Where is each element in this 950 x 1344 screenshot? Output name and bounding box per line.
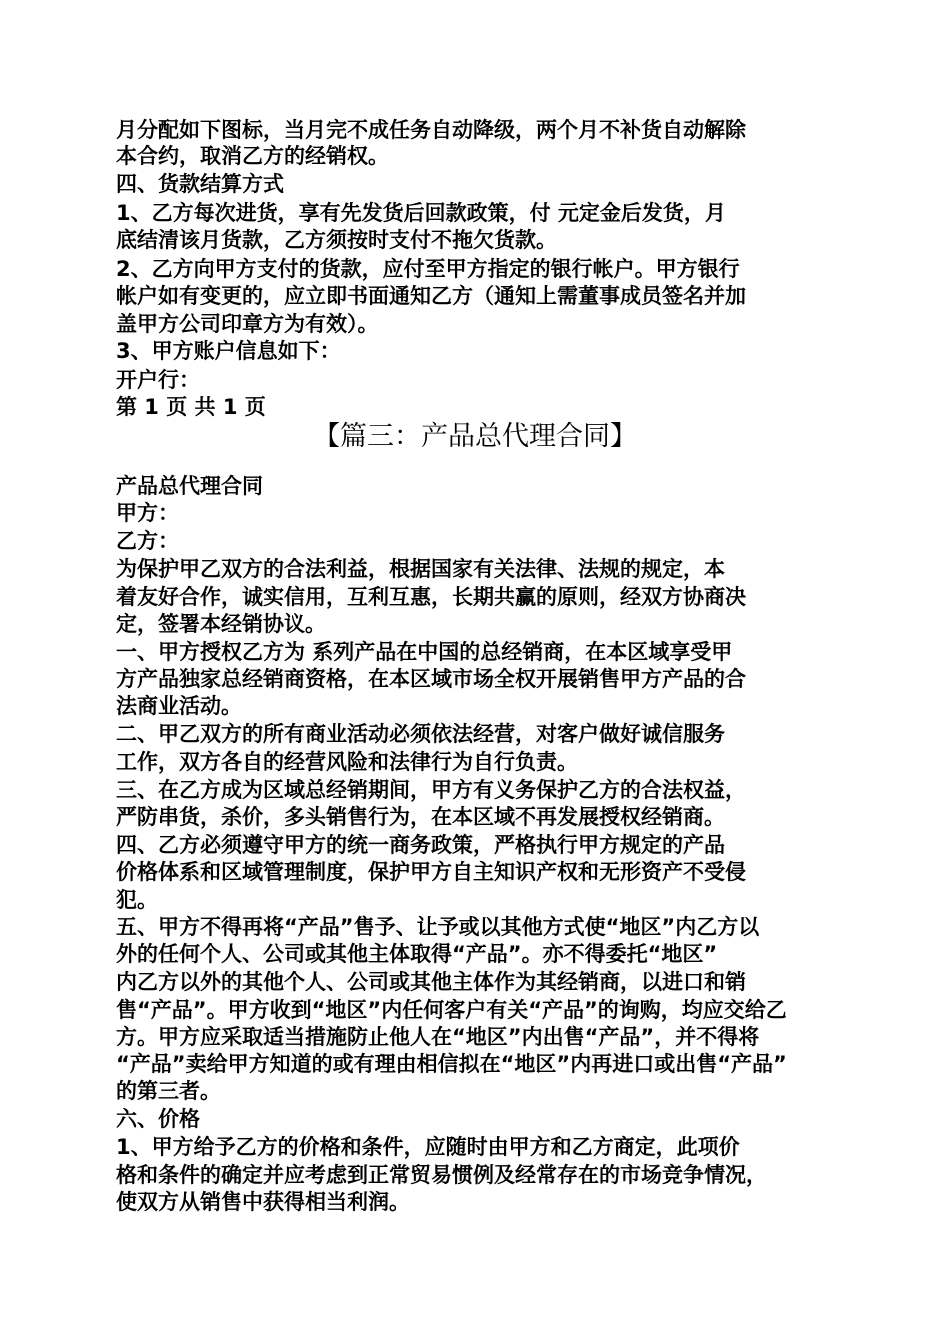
- text-line: 定，签署本经销协议。: [116, 612, 326, 636]
- text-line: 犯。: [116, 888, 158, 912]
- text-line: 为保护甲乙双方的合法利益，根据国家有关法律、法规的规定，本: [116, 557, 725, 581]
- text-line: 的第三者。: [116, 1079, 221, 1103]
- section-heading: 四、货款结算方式: [116, 172, 284, 196]
- text-line: 1、甲方给予乙方的价格和条件，应随时由甲方和乙方商定，此项价: [116, 1135, 740, 1159]
- text-line: 2、乙方向甲方支付的货款，应付至甲方指定的银行帐户。甲方银行: [116, 257, 740, 281]
- text-line: 三、在乙方成为区域总经销期间，甲方有义务保护乙方的合法权益，: [116, 778, 746, 802]
- text-line: 方。甲方应采取适当措施防止他人在“地区”内出售“产品”，并不得将: [116, 1025, 760, 1049]
- text-line: 四、乙方必须遵守甲方的统一商务政策，严格执行甲方规定的产品: [116, 833, 725, 857]
- text-line: 严防串货，杀价，多头销售行为，在本区域不再发展授权经销商。: [116, 805, 725, 829]
- text-line: 帐户如有变更的，应立即书面通知乙方（通知上需董事成员签名并加: [116, 284, 746, 308]
- text-line: 1、乙方每次进货，享有先发货后回款政策，付 元定金后发货，月: [116, 201, 726, 225]
- page-number: 第 1 页 共 1 页: [116, 395, 266, 419]
- party-b-label: 乙方：: [116, 529, 179, 553]
- text-line: 格和条件的确定并应考虑到正常贸易惯例及经常存在的市场竞争情况，: [116, 1163, 767, 1187]
- section-title: 【篇三：产品总代理合同】: [313, 421, 637, 452]
- text-line: 月分配如下图标，当月完不成任务自动降级，两个月不补货自动解除: [116, 118, 746, 142]
- text-line: 着友好合作，诚实信用，互利互惠，长期共赢的原则，经双方协商决: [116, 585, 746, 609]
- document-title: 产品总代理合同: [116, 474, 263, 498]
- text-line: “产品”卖给甲方知道的或有理由相信拟在“地区”内再进口或出售“产品”: [116, 1052, 787, 1076]
- text-line: 二、甲乙双方的所有商业活动必须依法经营，对客户做好诚信服务: [116, 722, 725, 746]
- text-line: 内乙方以外的其他个人、公司或其他主体作为其经销商，以进口和销: [116, 970, 746, 994]
- text-line: 五、甲方不得再将“产品”售予、让予或以其他方式使“地区”内乙方以: [116, 915, 760, 939]
- text-line: 盖甲方公司印章方为有效）。: [116, 312, 379, 336]
- text-line: 售“产品”。甲方收到“地区”内任何客户有关“产品”的询购，均应交给乙: [116, 998, 787, 1022]
- text-line: 3、甲方账户信息如下：: [116, 339, 341, 363]
- text-line: 一、甲方授权乙方为 系列产品在中国的总经销商，在本区域享受甲: [116, 640, 733, 664]
- text-line: 法商业活动。: [116, 694, 242, 718]
- text-line: 价格体系和区域管理制度，保护甲方自主知识产权和无形资产不受侵: [116, 860, 746, 884]
- party-a-label: 甲方：: [116, 501, 179, 525]
- text-line: 底结清该月货款，乙方须按时支付不拖欠货款。: [116, 228, 557, 252]
- text-line: 工作，双方各自的经营风险和法律行为自行负责。: [116, 750, 578, 774]
- section-heading: 六、价格: [116, 1107, 200, 1131]
- text-line: 使双方从销售中获得相当利润。: [116, 1190, 410, 1214]
- text-line: 本合约，取消乙方的经销权。: [116, 144, 389, 168]
- text-line: 外的任何个人、公司或其他主体取得“产品”。亦不得委托“地区”: [116, 942, 718, 966]
- text-line: 开户行：: [116, 368, 200, 392]
- text-line: 方产品独家总经销商资格，在本区域市场全权开展销售甲方产品的合: [116, 667, 746, 691]
